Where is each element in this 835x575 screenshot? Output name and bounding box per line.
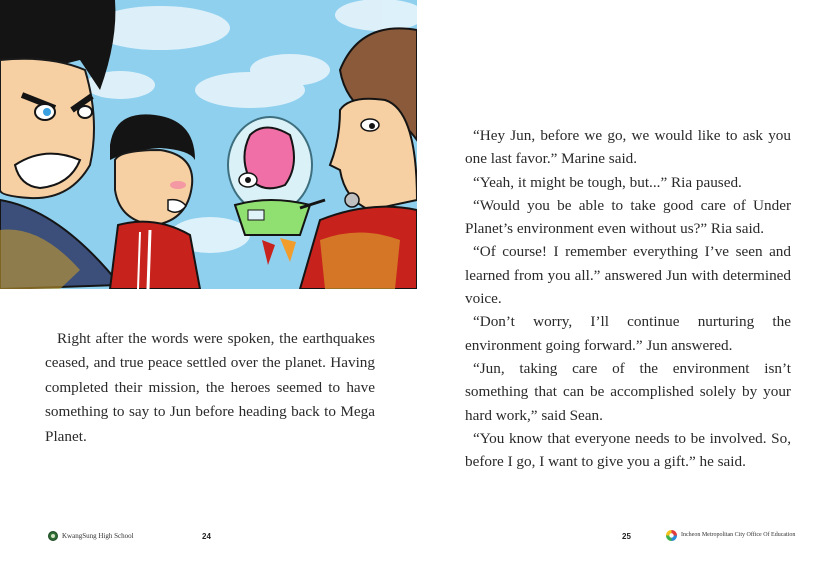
footer-office: [665, 528, 795, 542]
office-logo-icon: [665, 529, 678, 542]
story-paragraph: “Don’t worry, I’ll continue nurturing the environment going forward.” Jun answered.: [465, 313, 791, 354]
school-name: KwangSung High School: [62, 532, 134, 540]
story-paragraph: “Jun, taking care of the environment isn’t something that can be accomplished solely by your hard work,” said Sean.: [465, 359, 791, 424]
left-page: [0, 0, 417, 575]
page-number-left: 24: [202, 532, 211, 541]
story-illustration: [0, 0, 417, 289]
left-story-paragraph: Right after the words were spoken, the earthquakes ceased, and true peace settled over the planet. Having completed their mission, the heroes seemed to have something to say to Jun before heading back to Mega Planet.: [45, 330, 375, 445]
school-emblem-icon: [48, 531, 58, 541]
story-paragraph: “Of course! I remember everything I’ve seen and learned from you all.” answered Jun with determined voice.: [465, 243, 791, 308]
right-story-text: [465, 124, 791, 473]
page-number-right: 25: [622, 532, 631, 541]
story-paragraph: “You know that everyone needs to be involved. So, before I go, I want to give you a gift.” he said.: [465, 429, 791, 471]
story-paragraph: “Would you be able to take good care of Under Planet’s environment even without us?” Ria said.: [465, 196, 791, 238]
footer-school: [48, 530, 134, 542]
right-page: [417, 0, 834, 575]
office-name: Incheon Metropolitan City Office Of Education: [681, 532, 796, 538]
story-paragraph: “Hey Jun, before we go, we would like to ask you one last favor.” Marine said.: [465, 127, 791, 168]
story-paragraph: “Yeah, it might be tough, but...” Ria paused.: [473, 173, 742, 191]
